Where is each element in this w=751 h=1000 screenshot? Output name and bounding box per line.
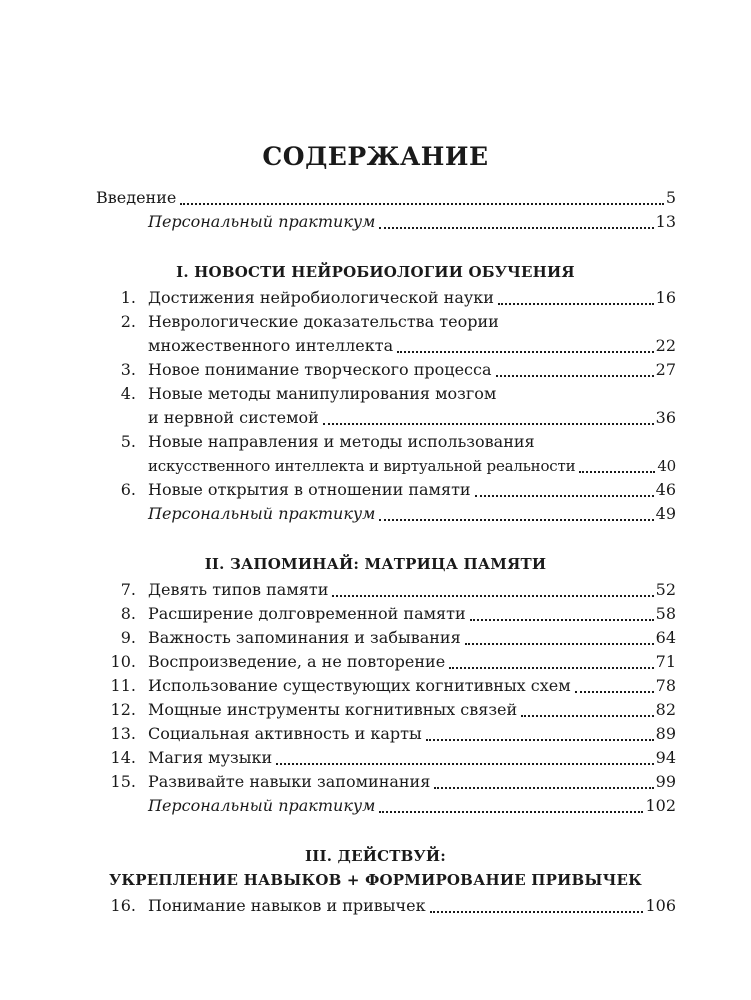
toc-entry-page: 58	[655, 604, 676, 623]
section-heading: III. ДЕЙСТВУЙ:	[305, 847, 446, 865]
leader-dots	[379, 519, 653, 521]
toc-entry-page: 52	[655, 580, 676, 599]
chapter-number: 4.	[120, 384, 136, 403]
toc-entry-page: 89	[655, 724, 676, 743]
chapter-number: 13.	[110, 724, 136, 743]
toc-entry[interactable]	[148, 602, 676, 626]
leader-dots	[470, 619, 654, 621]
chapter-number: 8.	[120, 604, 136, 623]
toc-entry-page: 49	[655, 504, 676, 523]
leader-dots	[579, 471, 655, 473]
toc-entry-label: Персональный практикум	[148, 504, 376, 523]
toc-entry-page: 102	[645, 796, 676, 815]
leader-dots	[379, 227, 653, 229]
toc-entry[interactable]	[148, 478, 676, 502]
leader-dots	[276, 763, 654, 765]
toc-entry-label: Персональный практикум	[148, 796, 376, 815]
toc-entry[interactable]	[148, 746, 676, 770]
section-heading: II. ЗАПОМИНАЙ: МАТРИЦА ПАМЯТИ	[204, 555, 547, 573]
leader-dots	[575, 691, 654, 693]
toc-entry[interactable]	[148, 650, 676, 674]
toc-entry-page: 64	[655, 628, 676, 647]
chapter-number: 6.	[120, 480, 136, 499]
toc-entry-page: 106	[645, 896, 676, 915]
toc-entry-label-line1[interactable]: Новые методы манипулирования мозгом	[148, 384, 497, 403]
toc-entry-label-line1[interactable]: Новые направления и методы использования	[148, 432, 535, 451]
toc-entry[interactable]	[148, 286, 676, 310]
leader-dots	[180, 203, 663, 205]
chapter-number: 10.	[110, 652, 136, 671]
toc-entry-label: Развивайте навыки запоминания	[148, 772, 431, 791]
toc-entry[interactable]	[148, 626, 676, 650]
leader-dots	[449, 667, 653, 669]
toc-entry-page: 94	[655, 748, 676, 767]
chapter-number: 14.	[110, 748, 136, 767]
toc-entry-page: 27	[655, 360, 676, 379]
leader-dots	[379, 811, 643, 813]
toc-entry[interactable]	[148, 578, 676, 602]
leader-dots	[465, 643, 654, 645]
toc-entry-label: Расширение долговременной памяти	[148, 604, 466, 623]
toc-entry[interactable]	[148, 698, 676, 722]
toc-entry-label: Воспроизведение, а не повторение	[148, 652, 446, 671]
leader-dots	[496, 375, 654, 377]
toc-entry-label: Новое понимание творческого процесса	[148, 360, 492, 379]
toc-entry-practicum[interactable]	[148, 210, 676, 234]
toc-entry[interactable]	[148, 358, 676, 382]
chapter-number: 9.	[120, 628, 136, 647]
toc-entry-label: Использование существующих когнитивных схем	[148, 676, 571, 695]
toc-entry-label: Важность запоминания и забывания	[148, 628, 461, 647]
toc-entry-page: 82	[655, 700, 676, 719]
toc-entry-label: Достижения нейробиологической науки	[148, 288, 494, 307]
leader-dots	[434, 787, 653, 789]
toc-entry[interactable]	[148, 674, 676, 698]
chapter-number: 2.	[120, 312, 136, 331]
section-subheading: УКРЕПЛЕНИЕ НАВЫКОВ + ФОРМИРОВАНИЕ ПРИВЫЧЕК	[109, 871, 642, 889]
leader-dots	[430, 911, 644, 913]
leader-dots	[426, 739, 654, 741]
toc-entry-label: Понимание навыков и привычек	[148, 896, 426, 915]
leader-dots	[323, 423, 654, 425]
toc-entry-page: 71	[655, 652, 676, 671]
toc-entry-practicum[interactable]	[148, 794, 676, 818]
chapter-number: 1.	[120, 288, 136, 307]
chapter-number: 11.	[110, 676, 136, 695]
toc-entry-page: 13	[655, 212, 676, 231]
chapter-number: 15.	[110, 772, 136, 791]
chapter-number: 3.	[120, 360, 136, 379]
toc-entry[interactable]	[148, 334, 676, 358]
section-heading: I. НОВОСТИ НЕЙРОБИОЛОГИИ ОБУЧЕНИЯ	[176, 263, 575, 281]
leader-dots	[475, 495, 654, 497]
toc-entry-label: Девять типов памяти	[148, 580, 329, 599]
toc-entry-label-line2: множественного интеллекта	[148, 336, 394, 355]
toc-entry-label-line2: и нервной системой	[148, 408, 319, 427]
toc-entry-page: 5	[665, 188, 676, 207]
page-title: СОДЕРЖАНИЕ	[262, 142, 489, 171]
leader-dots	[521, 715, 653, 717]
chapter-number: 16.	[110, 896, 136, 915]
toc-entry-label: Магия музыки	[148, 748, 273, 767]
chapter-number: 12.	[110, 700, 136, 719]
chapter-number: 5.	[120, 432, 136, 451]
toc-entry-label-line1[interactable]: Неврологические доказательства теории	[148, 312, 499, 331]
toc-entry[interactable]	[148, 406, 676, 430]
toc-entry-page: 16	[655, 288, 676, 307]
leader-dots	[498, 303, 654, 305]
toc-entry-page: 36	[655, 408, 676, 427]
toc-entry-page: 40	[657, 457, 676, 475]
toc-entry[interactable]	[148, 894, 676, 918]
chapter-number: 7.	[120, 580, 136, 599]
toc-entry[interactable]	[148, 454, 676, 478]
leader-dots	[332, 595, 653, 597]
toc-entry-intro[interactable]	[96, 186, 676, 210]
toc-entry-page: 46	[655, 480, 676, 499]
toc-entry-label-line2: искусственного интеллекта и виртуальной реальности	[148, 457, 576, 475]
toc-entry-label: Введение	[96, 188, 177, 207]
toc-entry-label: Социальная активность и карты	[148, 724, 422, 743]
leader-dots	[397, 351, 654, 353]
toc-entry-label: Новые открытия в отношении памяти	[148, 480, 471, 499]
toc-entry[interactable]	[148, 770, 676, 794]
toc-entry-label: Персональный практикум	[148, 212, 376, 231]
toc-entry[interactable]	[148, 722, 676, 746]
toc-entry-page: 78	[655, 676, 676, 695]
toc-entry-label: Мощные инструменты когнитивных связей	[148, 700, 518, 719]
toc-entry-page: 99	[655, 772, 676, 791]
toc-entry-page: 22	[655, 336, 676, 355]
toc-entry-practicum[interactable]	[148, 502, 676, 526]
